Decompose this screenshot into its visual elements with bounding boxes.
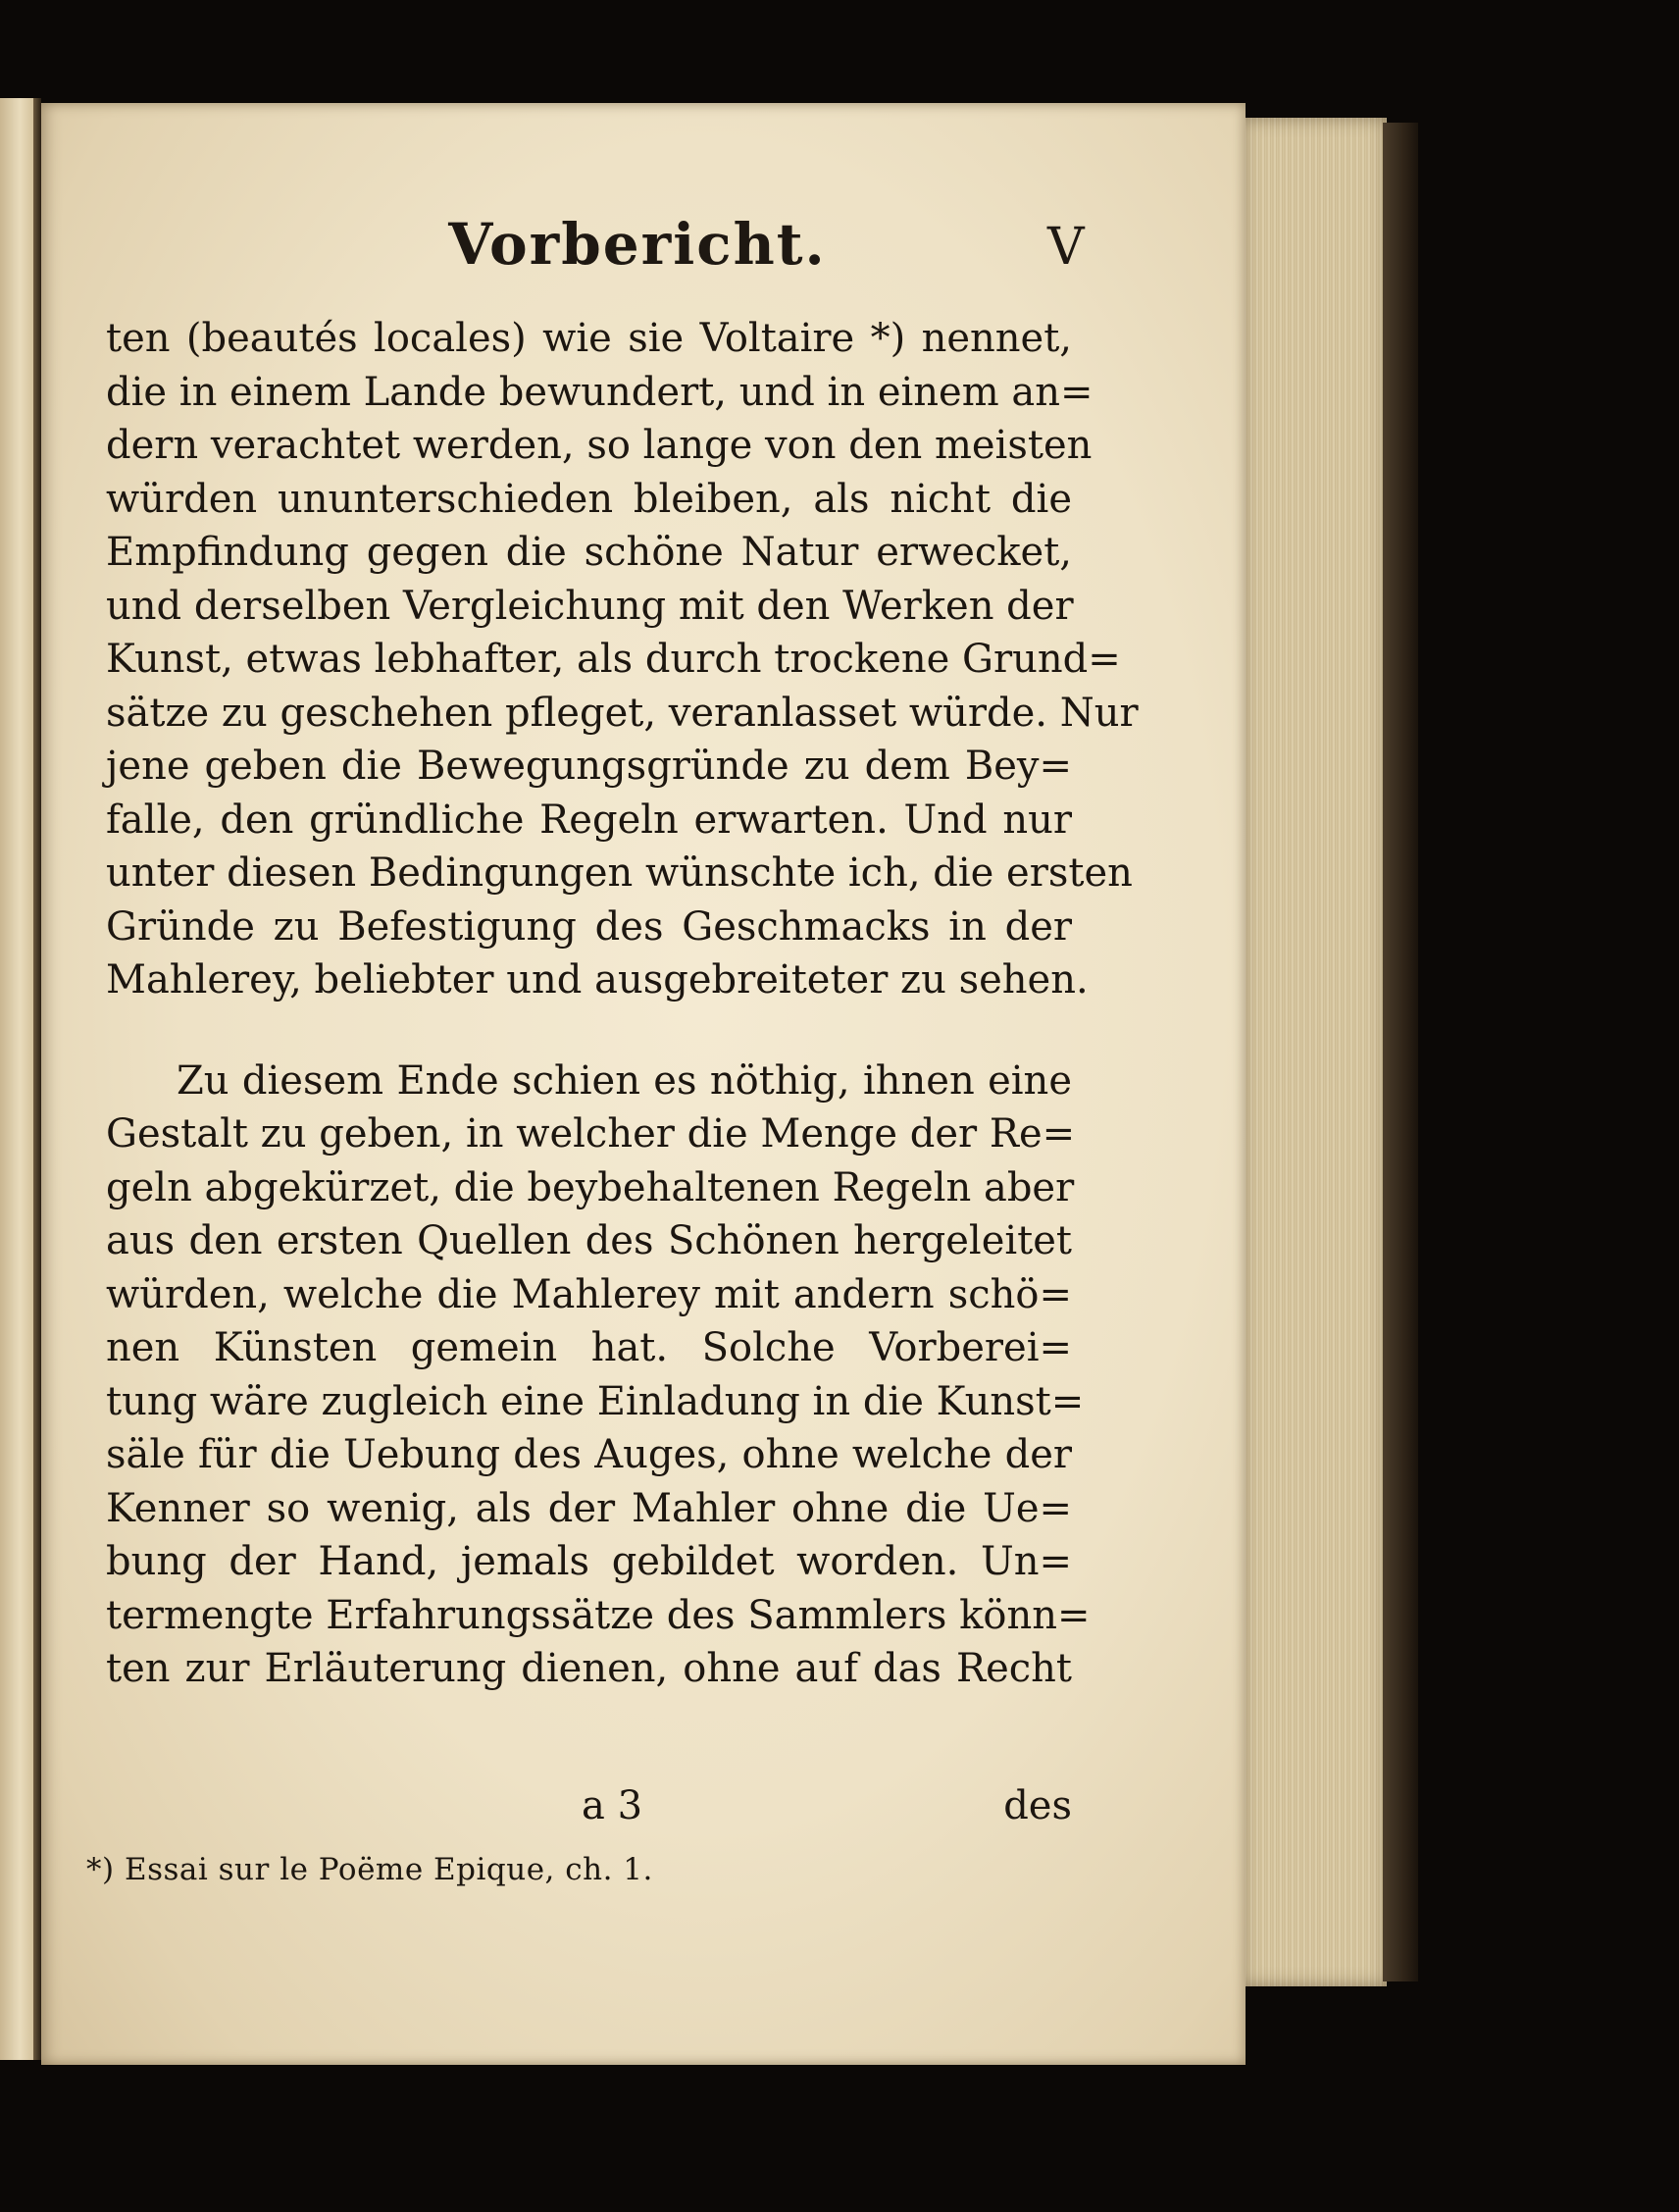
catchword: des — [1003, 1783, 1072, 1828]
footnote: *) Essai sur le Poëme Epique, ch. 1. — [86, 1852, 653, 1887]
text-line: Gestalt zu geben, in welcher die Menge der Re= — [106, 1111, 1076, 1157]
text-line: und derselben Vergleichung mit den Werken der — [106, 583, 1074, 629]
text-line: geln abgekürzet, die beybehaltenen Regeln aber — [106, 1164, 1075, 1210]
body-text — [106, 312, 1139, 1696]
paragraph-2 — [106, 1055, 1091, 1696]
text-line: Empfindung gegen die schöne Natur erwecket, — [106, 530, 1072, 575]
text-line: ten (beautés locales) wie sie Voltaire *) nennet, — [106, 316, 1072, 361]
gutter-shadow — [33, 98, 41, 2060]
text-line: Kenner so wenig, als der Mahler ohne die Ue= — [106, 1485, 1072, 1531]
paragraph-gap — [106, 1007, 1072, 1055]
text-line: dern verachtet werden, so lange von den meisten — [106, 423, 1093, 468]
text-line: termengte Erfahrungssätze des Sammlers könn= — [106, 1592, 1091, 1638]
text-line: falle, den gründliche Regeln erwarten. Und nur — [106, 797, 1072, 843]
text-line: würden, welche die Mahlerey mit andern schö= — [106, 1271, 1072, 1317]
text-line: Mahlerey, beliebter und ausgebreiteter zu sehen. — [106, 957, 1089, 1003]
text-line: nen Künsten gemein hat. Solche Vorberei= — [106, 1325, 1072, 1370]
text-line: jene geben die Bewegungsgründe zu dem Bey= — [106, 744, 1072, 789]
text-line: würden ununterschieden bleiben, als nicht die — [106, 476, 1072, 522]
book-cover-edge — [1383, 123, 1418, 1981]
signature-mark: a 3 — [582, 1783, 643, 1828]
text-line: sätze zu geschehen pfleget, veranlasset würde. Nur — [106, 690, 1139, 736]
text-line: Kunst, etwas lebhafter, als durch trockene Grund= — [106, 637, 1121, 682]
text-line: Gründe zu Befestigung des Geschmacks in der — [106, 903, 1072, 950]
facing-page-edge — [0, 98, 33, 2060]
text-line: die in einem Lande bewundert, und in einem an= — [106, 369, 1094, 415]
text-line: unter diesen Bedingungen wünschte ich, die ersten — [106, 850, 1133, 896]
book-fore-edge — [1242, 118, 1387, 1986]
text-line: bung der Hand, jemals gebildet worden. Un= — [106, 1539, 1072, 1584]
page-number: V — [1047, 218, 1085, 277]
text-line: säle für die Uebung des Auges, ohne welche der — [106, 1432, 1072, 1477]
text-line: aus den ersten Quellen des Schönen hergeleitet — [106, 1218, 1072, 1263]
text-line: ten zur Erläuterung dienen, ohne auf das Recht — [106, 1646, 1072, 1691]
running-head: Vorbericht. — [448, 211, 827, 278]
page-footer-marks — [106, 1783, 1072, 1836]
text-line: Zu diesem Ende schien es nöthig, ihnen eine — [177, 1057, 1072, 1104]
text-line: tung wäre zugleich eine Einladung in die Kunst= — [106, 1378, 1085, 1424]
paragraph-1 — [106, 312, 1139, 1007]
